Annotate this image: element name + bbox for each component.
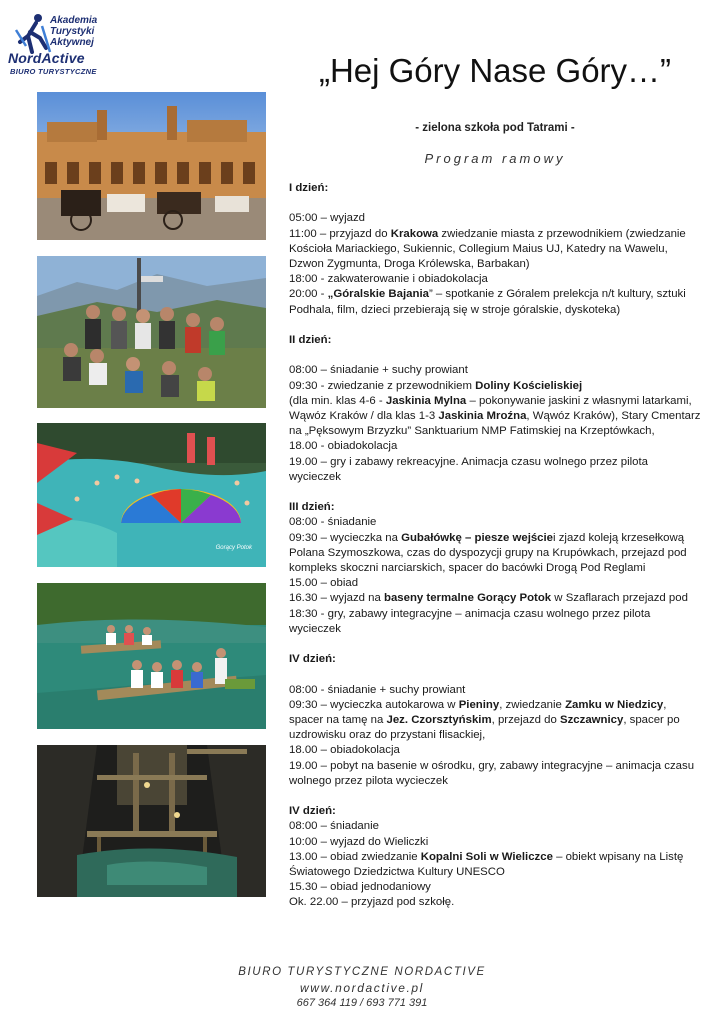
schedule-text: 13.00 – obiad zwiedzanie bbox=[289, 850, 421, 863]
schedule-highlight: Kopalni Soli w Wieliczce bbox=[420, 850, 553, 863]
schedule-text: 08:00 – śniadanie + suchy prowiant bbox=[289, 364, 468, 377]
schedule-text: 09:30 – wycieczka na bbox=[289, 531, 402, 544]
schedule-line bbox=[289, 227, 701, 273]
schedule-line bbox=[289, 272, 701, 287]
rafting-photo bbox=[37, 583, 266, 729]
schedule-text: 15.30 – obiad jednodaniowy bbox=[289, 881, 431, 894]
schedule-text: 15.00 – obiad bbox=[289, 577, 359, 590]
schedule-line bbox=[289, 379, 701, 394]
schedule-text: 05:00 – wyjazd bbox=[289, 212, 365, 225]
schedule-text: 19.00 – pobyt na basenie w ośrodku, gry, zabawy integracyjne – animacja czasu wolnego przez pilota wycieczek bbox=[289, 759, 695, 787]
page-subtitle: - zielona szkoła pod Tatrami - bbox=[415, 122, 575, 134]
schedule-line bbox=[289, 211, 701, 226]
schedule-line bbox=[289, 835, 701, 850]
schedule-line bbox=[289, 363, 701, 378]
schedule-text: 08:00 – śniadanie bbox=[289, 820, 379, 833]
thermal-pools-photo bbox=[37, 423, 266, 567]
schedule-line bbox=[289, 743, 701, 758]
footer-phones: 667 364 119 / 693 771 391 bbox=[296, 997, 428, 1009]
schedule-highlight: Pieniny bbox=[458, 698, 500, 711]
schedule-text: Polana Szymoszkowa, czas do dyspozycji grupy na Krupówkach, przejazd pod kompleks skoczni narciarskich, spacer do bacówki Drogą Pod Reglami bbox=[289, 546, 687, 575]
day-heading: III dzień: bbox=[289, 501, 335, 514]
logo-brand: NordActive bbox=[8, 50, 85, 66]
schedule-highlight: Gubałówkę – piesze wejście bbox=[401, 531, 554, 544]
day-heading: I dzień: bbox=[289, 182, 329, 194]
hiker-icon bbox=[12, 12, 52, 54]
schedule-text: ” – spotkanie z Góralem prelekcja n/t kultury, sztuki Podhala, film, dzieci przebierają się w stroje góralskie, dyskoteka) bbox=[289, 288, 686, 316]
schedule-line bbox=[289, 607, 701, 637]
footer-website-link[interactable]: www.nordactive.pl bbox=[300, 981, 424, 995]
schedule-line bbox=[289, 576, 701, 591]
schedule-line bbox=[289, 531, 701, 546]
schedule-text: 18:00 - zakwaterowanie i obiadokolacja bbox=[289, 273, 488, 286]
schedule-line bbox=[289, 698, 701, 728]
company-logo bbox=[8, 10, 118, 76]
schedule-highlight: Jaskinia Mylna bbox=[385, 394, 467, 407]
schedule-line bbox=[289, 394, 701, 409]
thermal-pools-caption: Gorący Potok bbox=[215, 545, 252, 551]
schedule-text: , spacer na tamę na bbox=[289, 698, 667, 727]
program-heading: Program ramowy bbox=[424, 151, 566, 166]
schedule-line bbox=[289, 819, 701, 834]
schedule-spacer bbox=[289, 637, 701, 652]
schedule-highlight: Szczawnicy bbox=[560, 714, 624, 727]
schedule-text: 18.00 – obiadokolacja bbox=[289, 744, 400, 757]
schedule-highlight: Jez. Czorsztyńskim bbox=[386, 714, 492, 727]
schedule-text: 18.00 - obiadokolacja bbox=[289, 440, 398, 453]
salt-mine-photo bbox=[37, 745, 266, 897]
schedule-line bbox=[289, 287, 701, 317]
schedule-text: w Szaflarach przejazd pod bbox=[551, 592, 688, 605]
schedule-text: – pokonywanie jaskini z własnymi latarkami, bbox=[466, 394, 692, 407]
schedule-spacer bbox=[289, 485, 701, 500]
schedule-text: 10:00 – wyjazd do Wieliczki bbox=[289, 835, 429, 848]
schedule-highlight: Zamku w Niedzicy bbox=[565, 698, 664, 711]
logo-subtitle: BIURO TURYSTYCZNE bbox=[10, 67, 97, 76]
schedule-highlight: Krakowa bbox=[390, 227, 439, 240]
schedule-text: , Wąwóz Kraków), Stary Cmentarz na „Pęksowym Brzyzku” Sanktuarium NMP Fatimskiej na Krzeptówkach, bbox=[289, 410, 701, 438]
schedule-text: , zwiedzanie bbox=[499, 698, 566, 711]
schedule-text: Ok. 22.00 – przyjazd pod szkołę. bbox=[289, 896, 455, 909]
schedule-highlight: „Góralskie Bajania bbox=[327, 288, 429, 301]
schedule-text: 08:00 - śniadanie bbox=[289, 516, 377, 529]
day-heading: IV dzień: bbox=[289, 653, 336, 666]
schedule-spacer bbox=[289, 789, 701, 804]
schedule-text: uzdrowisku oraz do przystani flisackiej, bbox=[289, 729, 486, 742]
schedule-text: i zjazd koleją krzesełkową bbox=[553, 531, 685, 544]
schedule-line bbox=[289, 439, 701, 454]
schedule-text: 18:30 - gry, zabawy integracyjne – animacja czasu wolnego przez pilota wycieczek bbox=[289, 607, 651, 635]
logo-line-2: Turystyki bbox=[50, 26, 95, 37]
schedule-spacer bbox=[289, 348, 701, 363]
schedule-line bbox=[289, 515, 701, 530]
day-heading: II dzień: bbox=[289, 334, 332, 346]
schedule-line bbox=[289, 728, 701, 743]
schedule-spacer bbox=[289, 667, 701, 682]
schedule-line bbox=[289, 455, 701, 485]
schedule-text: 09:30 – wycieczka autokarowa w bbox=[289, 698, 459, 711]
logo-line-1: Akademia bbox=[50, 15, 98, 26]
schedule-line bbox=[289, 409, 701, 439]
krakow-photo bbox=[37, 92, 266, 240]
schedule-highlight: baseny termalne Gorący Potok bbox=[384, 592, 552, 605]
schedule-spacer bbox=[289, 318, 701, 333]
schedule-line bbox=[289, 591, 701, 606]
schedule-highlight: Doliny Kościeliskiej bbox=[475, 379, 583, 392]
schedule-line bbox=[289, 683, 701, 698]
schedule-line bbox=[289, 850, 701, 880]
schedule-text: , przejazd do bbox=[491, 714, 560, 727]
logo-line-3: Aktywnej bbox=[50, 37, 94, 48]
schedule-text: 09:30 - zwiedzanie z przewodnikiem bbox=[289, 379, 476, 392]
schedule-text: , spacer po bbox=[623, 714, 680, 727]
schedule-text: 11:00 – przyjazd do bbox=[289, 227, 391, 240]
schedule-text: 16.30 – wyjazd na bbox=[289, 592, 384, 605]
schedule-highlight: Jaskinia Mroźna bbox=[438, 410, 527, 422]
day-heading: IV dzień: bbox=[289, 805, 336, 818]
program-schedule bbox=[289, 181, 701, 911]
footer-company: BIURO TURYSTYCZNE NORDACTIVE bbox=[238, 966, 486, 978]
schedule-line bbox=[289, 546, 701, 576]
mountain-group-photo bbox=[37, 256, 266, 408]
schedule-text: (dla min. klas 4-6 - bbox=[289, 394, 386, 407]
schedule-text: 08:00 - śniadanie + suchy prowiant bbox=[289, 683, 466, 696]
schedule-text: 20:00 - bbox=[289, 288, 328, 301]
schedule-line bbox=[289, 880, 701, 895]
schedule-text: – obiekt wpisany na Listę Światowego Dziedzictwa Kultury UNESCO bbox=[289, 850, 684, 879]
schedule-spacer bbox=[289, 196, 701, 211]
schedule-line bbox=[289, 895, 701, 910]
page-title: „Hej Góry Nase Góry…” bbox=[318, 52, 672, 89]
schedule-text: 19.00 – gry i zabawy rekreacyjne. Animacja czasu wolnego przez pilota wycieczek bbox=[289, 455, 648, 483]
schedule-text: zwiedzanie miasta z przewodnikiem (zwiedzanie Kościoła Mariackiego, Sukiennic, Collegium Maius UJ, Katedry na Wawelu, Dzwon Zygmunta, Droga Królewska, Barbakan) bbox=[289, 227, 686, 270]
schedule-line bbox=[289, 759, 701, 789]
schedule-text: Wąwóz Kraków / dla klas 1-3 bbox=[289, 410, 439, 422]
